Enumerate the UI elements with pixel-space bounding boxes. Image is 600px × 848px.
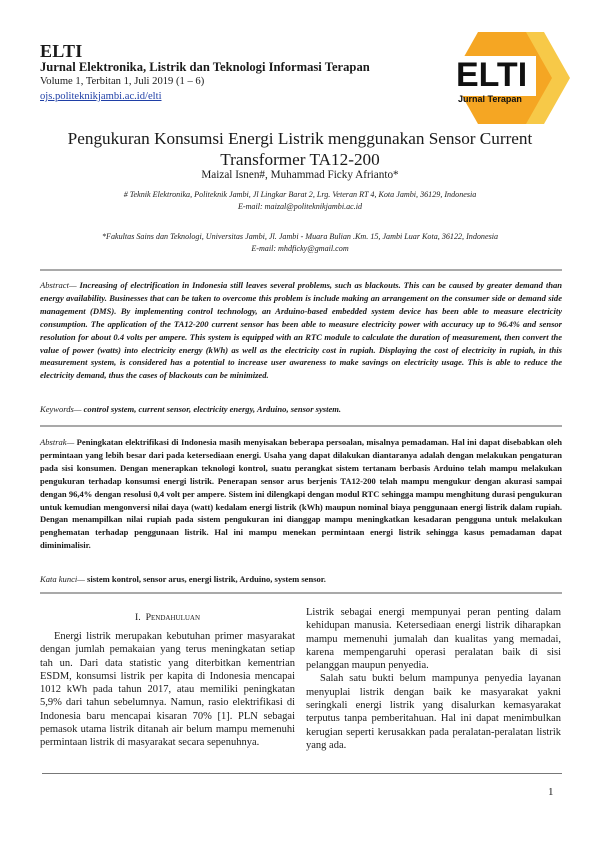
abstract-en-text: Increasing of electrification in Indonesia still leaves several problems, such as blackouts. This can be caused by greater demand than energy availability. Businesses that can be taken to overcome this problem is include making an arrangement on the consumer side or demand side management (DMS). By implementing control technology, an Arduino-based embedded system device has been able to measure electricity consumption. The application of the TA12-200 current sensor has been able to measure electricity power with accuracy up to 96.4% and sensor resolution for about 0.4 volts per ampere. This system is equipped with an RTC module to calculate the duration of measurement, then convert the value of power (watts) into electricity energy (kWh) as well as the electricity cost in rupiah. Displaying the cost of electricity in rupiah, in this measurement system, is considered has a potential to increase user awareness to make savings on electricity usage. This is able to reduce the electricity demand, thus the cases of blackouts can be minimized. — [40, 280, 562, 381]
keywords-en-text: control system, current sensor, electricity energy, Arduino, sensor system. — [81, 404, 342, 414]
abstract-en — [40, 279, 562, 382]
abstract-id-text: Peningkatan elektrifikasi di Indonesia masih menyisakan beberapa persoalan, misalnya pemadaman. Hal ini dapat disebabkan oleh permintaan yang lebih besar dari pada ketersediaan energi. Usaha yang dapat dilakukan diantaranya adalah dengan melakukan pengaturan pada sisi konsumen. Dengan menerapkan teknologi kontrol, suatu perangkat sistem tertanam berbasis Arduino telah mampu melakukan pengukuran terhadap konsumsi energi listrik. Penerapan sensor arus berjenis TA12-200 telah mampu mengukur dengan akurasi sampai dengan 96,4% dengan resolusi 0,4 volt per ampere. Sistem ini dilengkapi dengan modul RTC sehingga mampu menghitung durasi pengukuran untuk kemudian mengonversi nilai daya (watt) kedalam energi listrik (kWh) maupun nominal biaya penggunaan energi listrik dalam rupiah. Dengan menampilkan nilai rupiah pada sistem pengukuran ini dianggap mampu meningkatkan kesadaran pengguna untuk melakukan penghematan terhadap penggunaan listrik. Hal ini mampu menekan permintaan energi listrik sehingga kasus pemadaman dapat diminimalisir. — [40, 437, 562, 551]
abstract-id-label: Abstrak— — [40, 437, 75, 447]
paper-title — [30, 128, 570, 170]
logo-text: ELTI — [456, 56, 528, 94]
elti-logo — [448, 28, 572, 128]
footer-divider — [42, 773, 562, 774]
right-column — [306, 606, 561, 752]
section-title: Pendahuluan — [145, 612, 201, 623]
abstract-en-label: Abstract— — [40, 280, 77, 290]
logo-subtext: Jurnal Terapan — [458, 94, 522, 104]
section-heading — [40, 612, 295, 623]
keywords-id-label: Kata kunci— — [40, 574, 85, 584]
journal-short-name: ELTI — [40, 41, 83, 61]
divider-middle — [40, 425, 562, 427]
left-column — [40, 630, 295, 750]
section-number: I. — [134, 612, 141, 623]
page-number: 1 — [548, 786, 554, 798]
intro-paragraph-1: Energi listrik merupakan kebutuhan primer masyarakat dengan jumlah pemakaian yang terus meningkatan setiap tah un. Dari data statistic yang diterbitkan kementrian ESDM, konsumsi listrik per kapita di Indonesia mencapai 1012 kWh pada tahun 2017, atau memiliki peningkatan 5,9% dari tahun sebelumnya. Namun, rasio elektrifikasi di Indonesia baru mencapai kisaran 70% [1]. PLN sebagai pemasok utama listrik ditanah air belum mampu memenuhi permintaan listrik di masyarakat secara sepenuhnya. — [40, 631, 295, 749]
affiliation-1-email: E-mail: maizal@politeknikjambi.ac.id — [237, 202, 363, 211]
keywords-id — [40, 573, 562, 586]
journal-full-name: Jurnal Elektronika, Listrik dan Teknologi Informasi Terapan — [40, 60, 370, 74]
abstract-id — [40, 436, 562, 552]
affiliation-2 — [30, 231, 570, 255]
affiliation-1-address: # Teknik Elektronika, Politeknik Jambi, Jl Lingkar Barat 2, Lrg. Veteran RT 4, Kota Jambi, 36129, Indonesia — [123, 190, 477, 199]
paper-authors: Maizal Isnen#, Muhammad Ficky Afrianto* — [201, 169, 399, 181]
journal-url-link[interactable]: ojs.politeknikjambi.ac.id/elti — [40, 91, 162, 102]
affiliation-2-email: E-mail: mhdficky@gmail.com — [251, 244, 349, 253]
elti-logo-graphic — [448, 28, 572, 128]
keywords-en — [40, 403, 562, 416]
divider-top — [40, 269, 562, 271]
intro-paragraph-3: Salah satu bukti belum mampunya penyedia layanan menyuplai listrik dengan baik ke masyarakat yakni seringkali energi listrik yang disalurkan kemasyarakat terputus tanpa pemberitahuan. Hal ini dapat menimbulkan kerugian seperti kerusakkan pada peralatan-peralatan listrik yang ada. — [306, 673, 561, 751]
affiliation-1 — [30, 189, 570, 213]
paper-title-line2: Transformer TA12-200 — [220, 150, 380, 169]
keywords-en-label: Keywords— — [40, 404, 82, 414]
affiliation-2-address: *Fakultas Sains dan Teknologi, Universitas Jambi, Jl. Jambi - Muara Bulian .Km. 15, Jambi Luar Kota, 36122, Indonesia — [101, 232, 499, 241]
divider-bottom — [40, 592, 562, 594]
keywords-id-text: sistem kontrol, sensor arus, energi listrik, Arduino, system sensor. — [84, 574, 326, 584]
journal-volume-info: Volume 1, Terbitan 1, Juli 2019 (1 – 6) — [40, 76, 205, 87]
paper-title-line1: Pengukuran Konsumsi Energi Listrik menggunakan Sensor Current — [67, 129, 533, 148]
intro-paragraph-2: Listrik sebagai energi mempunyai peran penting dalam kehidupan manusia. Ketersediaan energi listrik diharapkan mampu memenuhi jumalah dan kualitas yang memadai, karena mempengaruhi operasi peralatan baik di sisi pelanggan maupun penyedia. — [306, 607, 561, 672]
